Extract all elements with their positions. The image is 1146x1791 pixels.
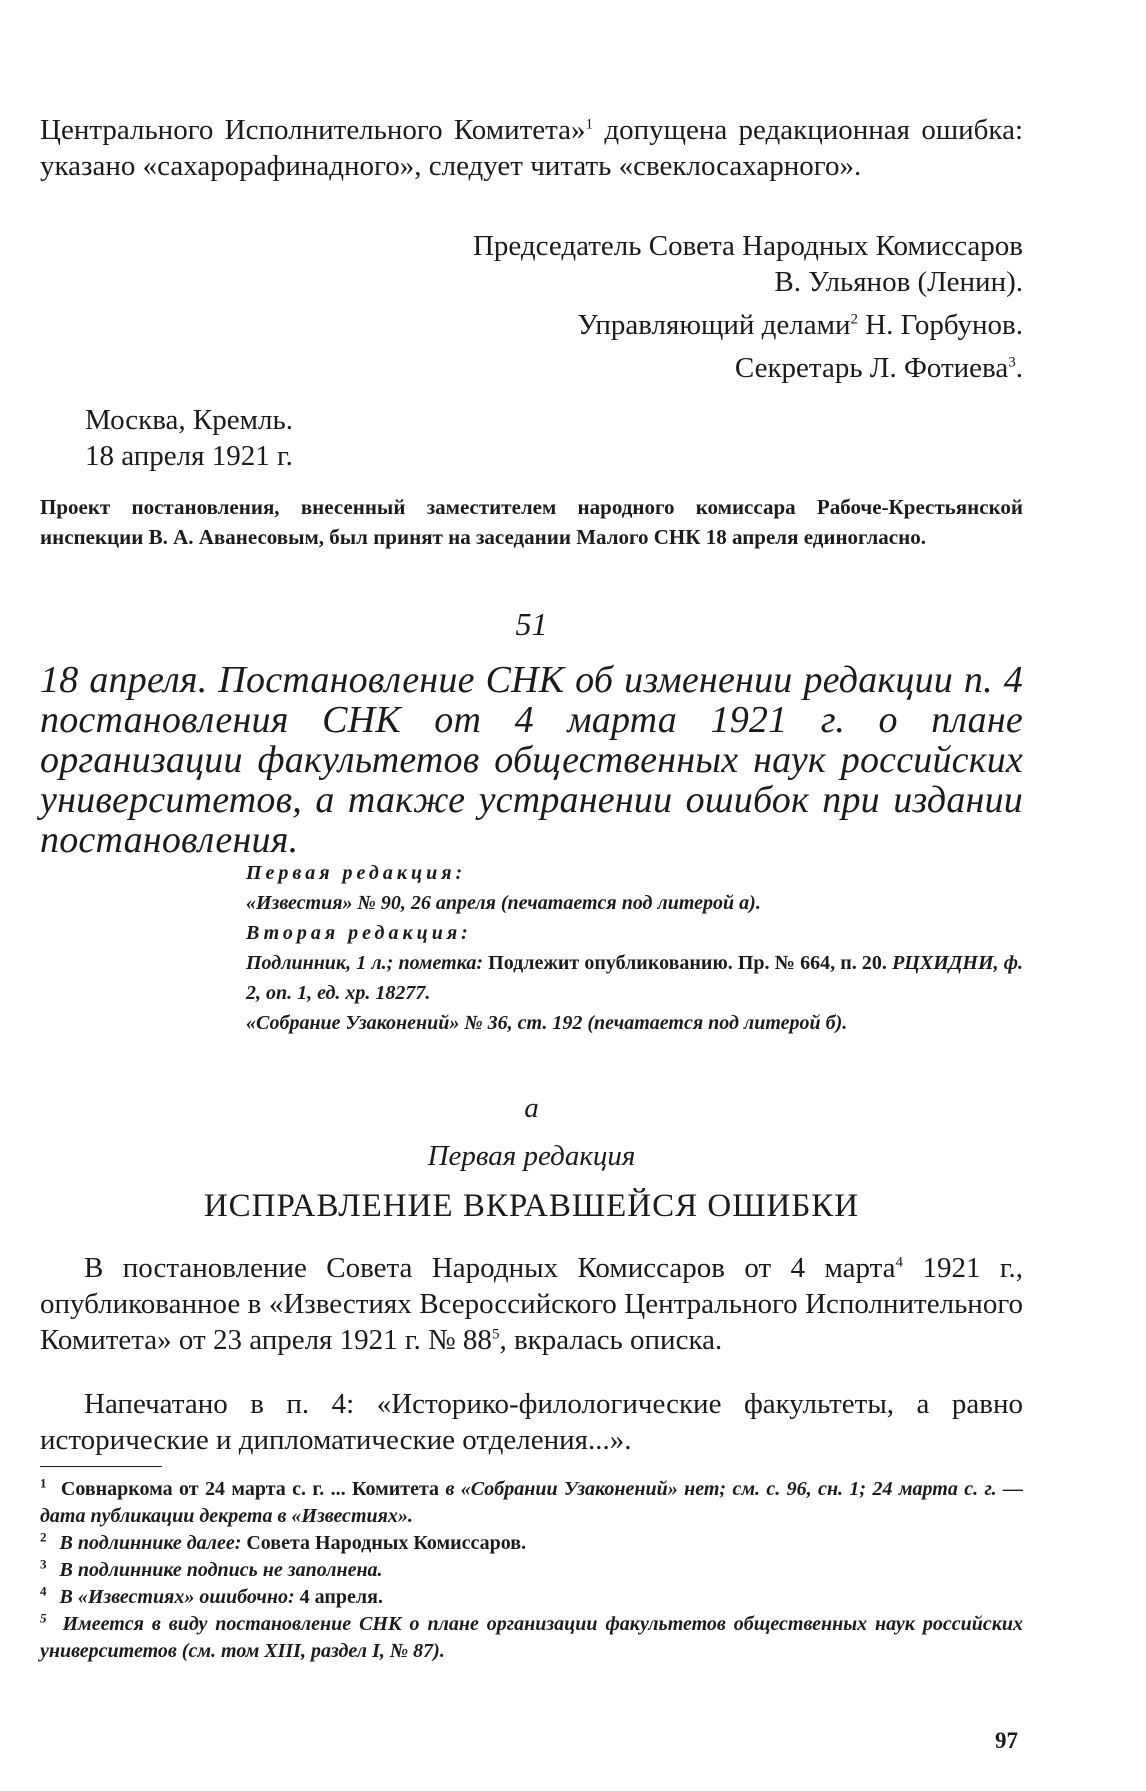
main-text: , вкралась описка.	[499, 1324, 723, 1356]
manager-name: Н. Горбунов.	[857, 309, 1023, 341]
archive-ref: РЦХИДНИ, ф. 2, оп. 1, ед. хр. 18277.	[246, 952, 1024, 1004]
original-source	[246, 948, 1023, 1008]
collection-source: «Собрание Узаконений» № 36, ст. 192 (печатается под литерой б).	[246, 1012, 848, 1034]
footnote-2	[40, 1530, 1023, 1557]
footnote-ref[interactable]: 4	[895, 1254, 904, 1271]
footnote-text: Совнаркома от 24 марта с. г. ... Комитета	[54, 1478, 446, 1500]
footnote-number: 4	[40, 1583, 47, 1599]
secretary-name: Секретарь Л. Фотиева	[734, 352, 1009, 384]
main-text: В постановление Совета Народных Комиссаров от 4 марта	[84, 1252, 896, 1284]
footnote-number: 1	[40, 1475, 47, 1491]
footnote-text: Имеется в виду постановление СНК о плане организации факультетов общественных наук российских университетов (см. том XIII, раздел I, № 87).	[40, 1613, 1023, 1662]
footnote-5	[40, 1611, 1023, 1665]
chair-name: В. Ульянов (Ленин).	[774, 266, 1023, 298]
footnotes	[40, 1476, 1023, 1665]
footnote-text: 4 апреля.	[294, 1586, 383, 1608]
document-number: 51	[515, 606, 548, 642]
footnote-3	[40, 1557, 1023, 1584]
chair-title: Председатель Совета Народных Комиссаров	[472, 230, 1023, 262]
manager-signature	[40, 307, 1023, 343]
footnote-divider	[40, 1466, 162, 1467]
project-note: Проект постановления, внесенный заместителем народного комиссара Рабоче-Крестьянской инспекции В. А. Аванесовым, был принят на заседании Малого СНК 18 апреля единогласно.	[40, 495, 1023, 549]
second-edition-label: Вторая редакция:	[246, 922, 472, 944]
footnote-1	[40, 1476, 1023, 1530]
intro-text: Центрального Исполнительного Комитета»	[40, 114, 586, 146]
secretary-signature	[40, 350, 1023, 386]
main-text: 1921 г., опубликованное в «Известиях Всероссийского Центрального Исполнительного Комитета» от 23 апреля 1921 г. № 88	[40, 1252, 1023, 1356]
place: Москва, Кремль.	[85, 404, 293, 436]
footnote-text: Совета Народных Комиссаров.	[241, 1532, 527, 1554]
footnote-text: в «Собрании Узаконений» нет; см. с. 96, сн. 1; 24 марта с. г. — дата публикации декрета в «Известиях».	[40, 1478, 1023, 1527]
intro-text-rest: допущена редакционная ошибка: указано «сахарорафинадного», следует читать «свеклосахарного».	[40, 114, 1024, 182]
footnote-text: В подлиннике далее:	[54, 1532, 242, 1554]
footnote-text: В подлиннике подпись не заполнена.	[54, 1559, 383, 1581]
footnote-text: В «Известиях» ошибочно:	[54, 1586, 295, 1608]
first-edition-label: Первая редакция:	[246, 862, 467, 884]
footnote-ref[interactable]: 3	[1008, 354, 1016, 371]
footnote-ref[interactable]: 1	[585, 116, 594, 133]
document-title: 18 апреля. Постановление СНК об изменении редакции п. 4 постановления СНК от 4 марта 1921 г. о плане организации факультетов общественных наук российских университетов, а также устранении ошибок при издании постановления.	[40, 659, 1023, 861]
main-paragraph-1	[40, 1250, 1023, 1358]
footnote-number: 3	[40, 1556, 47, 1572]
section-letter: а	[524, 1092, 539, 1124]
sources-block	[246, 858, 1023, 1038]
section-heading: ИСПРАВЛЕНИЕ ВКРАВШЕЙСЯ ОШИБКИ	[203, 1188, 860, 1224]
edition-subtitle: Первая редакция	[427, 1140, 636, 1172]
intro-paragraph	[40, 112, 1023, 184]
page-number: 97	[995, 1728, 1018, 1753]
footnote-number: 5	[40, 1610, 47, 1626]
secretary-end: .	[1015, 352, 1023, 384]
footnote-4	[40, 1584, 1023, 1611]
footnote-number: 2	[40, 1529, 47, 1545]
manager-title: Управляющий делами	[577, 309, 851, 341]
main-paragraph-2: Напечатано в п. 4: «Историко-филологические факультеты, а равно исторические и дипломатические отделения...».	[40, 1388, 1023, 1456]
footnote-ref[interactable]: 2	[850, 311, 858, 328]
original-mark: Подлежит опубликованию. Пр. № 664, п. 20.	[482, 952, 893, 974]
footnote-ref[interactable]: 5	[491, 1326, 500, 1343]
first-edition-source: «Известия» № 90, 26 апреля (печатается под литерой а).	[246, 892, 761, 914]
date: 18 апреля 1921 г.	[85, 440, 293, 472]
original-label: Подлинник, 1 л.; пометка:	[246, 952, 483, 974]
